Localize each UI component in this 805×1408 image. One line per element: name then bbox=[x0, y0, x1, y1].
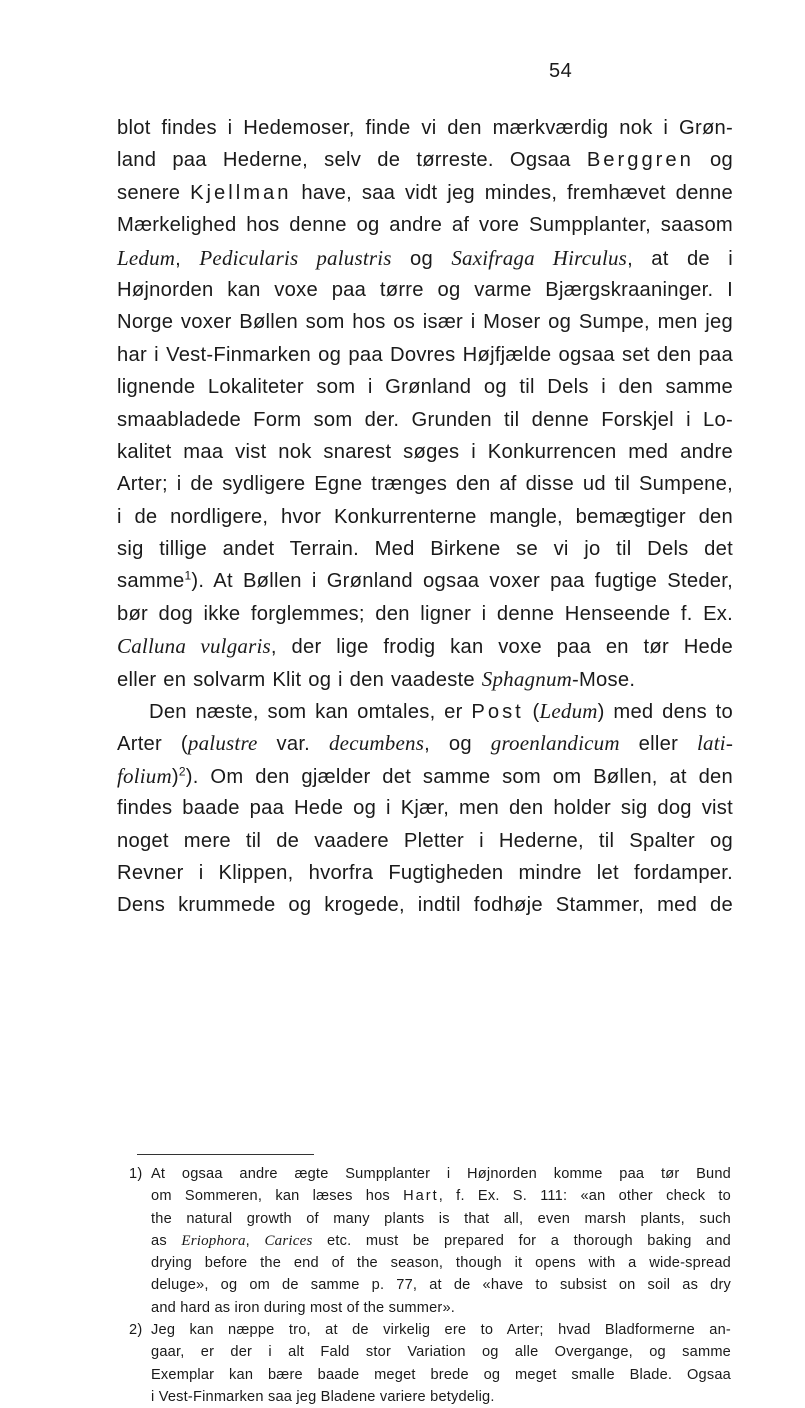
author-name-hart: Hart bbox=[403, 1188, 439, 1205]
author-name-kjellman: Kjellman bbox=[190, 181, 292, 204]
footnote-mark-1: 1) bbox=[129, 1166, 143, 1182]
footnote-ref-2: 2 bbox=[178, 764, 186, 779]
text-line: Arter; i de sydligere Egne trænges den af disse ud til Sumpene, bbox=[117, 473, 733, 496]
text-line: i de nordligere, hvor Konkurrenterne mangle, bemægtiger den bbox=[117, 505, 733, 528]
species-name: groenlandicum bbox=[490, 731, 620, 756]
text-line: Højnorden kan voxe paa tørre og varme Bjærgskraaninger. I bbox=[117, 278, 733, 301]
text-line: Calluna vulgaris, der lige frodig kan voxe paa en tør Hede bbox=[117, 634, 733, 659]
text-line: Arter (palustre var. decumbens, og groenlandicum eller lati- bbox=[117, 731, 734, 756]
text-line: Den næste, som kan omtales, er Post (Ledum) med dens to bbox=[149, 699, 733, 724]
genus-name: Eriophora bbox=[181, 1232, 246, 1249]
text-line: bør dog ikke forglemmes; den ligner i denne Henseende f. Ex. bbox=[117, 602, 733, 625]
footnote-ref-1: 1 bbox=[184, 568, 192, 583]
text-line: eller en solvarm Klit og i den vaadeste Sphagnum-Mose. bbox=[117, 666, 636, 691]
text-line: har i Vest-Finmarken og paa Dovres Højfjælde ogsaa set den paa bbox=[117, 343, 733, 366]
species-name: Saxifraga Hirculus bbox=[451, 245, 628, 270]
footnote-1-line: as Eriophora, Carices etc. must be prepared for a thorough baking and bbox=[151, 1232, 731, 1249]
text-line: Ledum, Pedicularis palustris og Saxifraga Hirculus, at de i bbox=[117, 245, 733, 270]
footnote-2-line: Exemplar kan bære baade meget brede og meget smalle Blade. Ogsaa bbox=[151, 1366, 731, 1383]
text-line: senere Kjellman have, saa vidt jeg mindes, fremhævet denne bbox=[117, 181, 733, 204]
footnotes bbox=[129, 1163, 731, 1408]
text-line: smaabladede Form som der. Grunden til denne Forskjel i Lo- bbox=[117, 408, 733, 431]
footnote-1-line: deluge», og om de samme p. 77, at de «have to subsist on soil as dry bbox=[151, 1277, 731, 1294]
footnote-mark-2: 2) bbox=[129, 1322, 143, 1339]
text-line: lignende Lokaliteter som i Grønland og til Dels i den samme bbox=[117, 376, 733, 399]
footnote-1-line: 1) At ogsaa andre ægte Sumpplanter i Højnorden komme paa tør Bund bbox=[129, 1163, 731, 1185]
genus-name: Sphagnum bbox=[481, 666, 573, 691]
author-name-berggren: Berggren bbox=[586, 149, 694, 172]
genus-name: Carices bbox=[264, 1232, 313, 1249]
species-name: Pedicularis palustris bbox=[199, 245, 392, 270]
footnote-1-line: the natural growth of many plants is that all, even marsh plants, such bbox=[151, 1210, 731, 1227]
text-line: blot findes i Hedemoser, finde vi den mærkværdig nok i Grøn- bbox=[117, 117, 733, 139]
variety-name: decumbens bbox=[328, 731, 425, 756]
text-line: kalitet maa vist nok snarest søges i Konkurrencen med andre bbox=[117, 440, 733, 463]
page-number: 54 bbox=[549, 60, 573, 82]
species-name: palustre bbox=[187, 731, 258, 756]
text-line: folium)$^2$). Om den gjælder det samme som om Bøllen, at den bbox=[117, 763, 733, 788]
common-name-post: Post bbox=[471, 701, 524, 724]
text-line: sig tillige andet Terrain. Med Birkene se vi jo til Dels det bbox=[117, 538, 733, 561]
footnote-1-line: and hard as iron during most of the summer». bbox=[151, 1299, 456, 1316]
species-name: folium bbox=[117, 763, 172, 788]
species-name: Ledum bbox=[117, 245, 176, 270]
text-line: findes baade paa Hede og i Kjær, men den holder sig dog vist bbox=[117, 797, 733, 820]
footnote-1-line: drying before the end of the season, though it opens with a wide-spread bbox=[151, 1255, 731, 1272]
footnote-2-line: gaar, er der i alt Fald stor Variation og alle Overgange, og samme bbox=[151, 1344, 731, 1361]
footnote-2-line: i Vest-Finmarken saa jeg Bladene variere betydelig. bbox=[151, 1388, 495, 1405]
text-line: Revner i Klippen, hvorfra Fugtigheden mindre let fordamper. bbox=[117, 861, 733, 884]
species-name: Calluna vulgaris bbox=[117, 634, 271, 659]
text-line: Norge voxer Bøllen som hos os især i Moser og Sumpe, men jeg bbox=[117, 311, 733, 334]
footnote-1-line: om Sommeren, kan læses hos Hart, f. Ex. S. 111: «an other check to bbox=[151, 1188, 731, 1205]
main-text bbox=[117, 112, 733, 922]
footnote-divider bbox=[137, 1154, 314, 1155]
genus-name: Ledum bbox=[539, 699, 598, 724]
text-line: land paa Hederne, selv de tørreste. Ogsaa Berggren og bbox=[117, 149, 733, 172]
footnote-2-line: 2) Jeg kan næppe tro, at de virkelig ere to Arter; hvad Bladformerne an- bbox=[129, 1319, 731, 1341]
text-line: noget mere til de vaadere Pletter i Hederne, til Spalter og bbox=[117, 829, 733, 852]
species-name: lati- bbox=[697, 731, 734, 756]
text-line: Dens krummede og krogede, indtil fodhøje Stammer, med de bbox=[117, 894, 733, 917]
text-line: samme$^1$). At Bøllen i Grønland ogsaa voxer paa fugtige Steder, bbox=[117, 568, 733, 593]
text-line: Mærkelighed hos denne og andre af vore Sumpplanter, saasom bbox=[117, 214, 733, 237]
